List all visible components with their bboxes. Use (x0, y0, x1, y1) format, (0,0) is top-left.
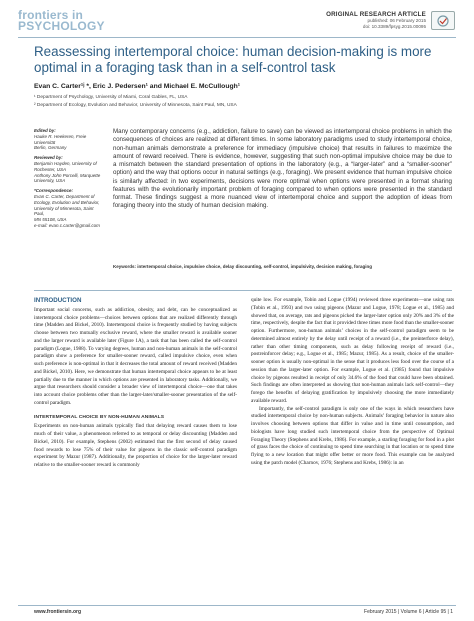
affiliation-2: ² Department of Ecology, Evolution and Behavior, University of Minnesota, Saint Paul, MN, USA (34, 103, 237, 108)
body-paragraph: Importantly, the self-control paradigm is only one of the ways in which researchers have studied intertemporal choice by non-human subjects. Animals’ foraging behavior in nature also involves choosing between options that differ in value and in time until consumption, and biologists have long studied such intertemporal choice from the perspective of Optimal Foraging Theory (Stephens and Krebs, 1986). For example, a starling foraging for food in a plot of grass faces the choice of continuing to spend time searching in that location or to spend time flying to a new location that might offer better or more food. This example can be analyzed using the patch model (Charnov, 1976; Stephens and Krebs, 1986): in an (251, 405, 454, 466)
header-rule (18, 37, 456, 38)
footer-issue-info: February 2015 | Volume 6 | Article 95 | 1 (364, 609, 453, 615)
affiliation-1: ¹ Department of Psychology, University of Miami, Coral Gables, FL, USA (34, 95, 188, 100)
abstract (113, 128, 452, 211)
reviewer-line: University, USA (34, 178, 66, 184)
abstract-text: Many contemporary concerns (e.g., addiction, failure to save) can be viewed as intertemporal choice problems in which the consequences of choices are realized at different times. In some laboratory paradigms used to study intertemporal choice, non-human animals demonstrate a preference for immediacy (impulsive choice) that results in failures to maximize the amount of reward received. There is evidence, however, suggesting that such non-optimal impulsive choice may be due to a mismatch between the standard presentation of options in the laboratory (e.g., a “larger-later” and a “smaller-sooner” option) and the way that options occur in natural settings (e.g., foraging). We present evidence that human impulsive choice is similarly affected: in two experiments, decisions were more optimal when options were presented in a format sharing features with the evolutionarily important problem of foraging compared to when options were presented in the standard format. These findings suggest a more nuanced view of intertemporal choice and support the adoption of ideas from foraging theory into the study of human decision making. (113, 128, 452, 210)
editor-line: Hauke R. Heekeren, Freie Universität (34, 133, 87, 145)
journal-logo-line1: frontiers in (18, 8, 84, 22)
correspondence-line: University of Minnesota, Saint Paul, (34, 205, 94, 217)
correspondence-line: Ecology, Evolution and Behavior, (34, 199, 100, 205)
introduction-paragraph: Important social concerns, such as addiction, obesity, and debt, can be conceptualized as intertemporal choice problems—choices between options that are realized differently through time (Madden and Bickel, 2010). Intertemporal choice is frequently studied by having subjects choose between two mutually exclusive reward, where the smaller reward is available sooner and the larger reward is available later (Figure 1A), a task that has been called the self-control paradigm (Logue, 1988). To varying degrees, human and non-human animals in the self-control paradigm show a preference for smaller-sooner reward, called impulsive choice, even when such preference is non-optimal in that it decreases the total amount of reward received (Madden and Bickel, 2010). Here, we demonstrate that human intertemporal choice appears to be at least partially due to the manner in which options are presented in laboratory tasks. Additionally, we argue that researchers should consider a broader view of intertemporal choice—one that takes into account choice problems other than the larger-later/smaller-sooner presentation of the self-control paradigm. (34, 306, 237, 406)
crossmark-icon[interactable] (431, 11, 455, 30)
article-type: ORIGINAL RESEARCH ARTICLE (326, 11, 426, 18)
section-heading-introduction: INTRODUCTION (34, 297, 82, 304)
editorial-sidebar (34, 128, 104, 233)
published-date: published: 06 February 2015 (367, 18, 426, 23)
correspondence-email[interactable]: e-mail: evan.c.carter@gmail.com (34, 222, 100, 228)
footer-site-link[interactable]: www.frontiersin.org (34, 609, 82, 615)
keywords-list: intertemporal choice, impulsive choice, delay discounting, self-control, impulsivity, decision making, foraging (137, 264, 372, 269)
authors: Evan C. Carter¹ʲ *, Eric J. Pedersen¹ and Michael E. McCullough¹ (34, 83, 241, 90)
reviewer-line: Benjamin Hayden, University of (34, 160, 97, 166)
editor-line: Berlin, Germany (34, 145, 67, 151)
correspondence-line: Evan C. Carter, Department of (34, 193, 95, 199)
reviewer-line: Rochester, USA (34, 166, 67, 172)
footer-rule (18, 605, 456, 606)
journal-logo (18, 10, 105, 32)
body-column-right (251, 297, 454, 468)
reviewer-line: Anthony John Porcelli, Marquette (34, 172, 101, 178)
article-header-meta (326, 11, 426, 30)
edited-by-label: Edited by: (34, 128, 56, 133)
correspondence-line: MN 55108, USA (34, 217, 67, 223)
reviewed-by-label: Reviewed by: (34, 155, 63, 161)
doi: doi: 10.3389/fpsyg.2015.00095 (362, 24, 426, 29)
article-title: Reassessing intertemporal choice: human decision-making is more optimal in a foraging task than in a self-control task (34, 44, 432, 75)
body-column-left (34, 297, 237, 470)
crossmark-glyph-icon (436, 15, 450, 27)
abstract-rule (34, 290, 452, 291)
correspondence-label: *Correspondence: (34, 188, 74, 194)
subsection-paragraph: Experiments on non-human animals typically find that delaying reward causes them to lose much of their value, a phenomenon referred to as temporal or delay discounting (Madden and Bickel, 2010). For example, Stephens (2002) estimated that the first second of delay caused food rewards to lose 75% of their value for pigeons in the classic self-control paradigm experiment by Mazur (1987). Additionally, the proportion of choice for the larger-later reward relative to the smaller-sooner reward is commonly (34, 423, 237, 468)
journal-logo-line2: PSYCHOLOGY (18, 19, 105, 33)
keywords-label: Keywords: (113, 264, 137, 269)
keywords (113, 264, 452, 270)
body-paragraph: quite low. For example, Tobin and Logue (1994) reviewed three experiments—one using rats (Tobin et al., 1993) and two using pigeons (Mazur and Logue, 1978; Logue et al., 1985) and showed that, on average, rats and pigeons picked the larger-later option only 20% and 3% of the time, respectively, despite the fact that it provided three times more food than the smaller-sooner option. Furthermore, non-human animals’ choices in the self-control paradigm seem to be determined almost entirely by the delay until receipt of a reward (i.e., the preinterforce delay), rather than other timing components, such as delay following receipt of reward (i.e., postreinforcer delay; e.g., Logue et al., 1985; Mazur, 1985). As a result, choice of the smaller-sooner option is usually non-optimal in the sense that it produces less food over the course of a session than the larger-later option. For example, Logue et al. (1985) found that impulsive choice by pigeons resulted in receipt of only 34.6% of the food that could have been obtained. Such findings are often interpreted as showing that non-human animals lack self-control—they forego the benefits of delaying gratification by impulsively choosing the more immediately available reward. (251, 297, 454, 404)
subsection-heading: INTERTEMPORAL CHOICE BY NON-HUMAN ANIMALS (34, 414, 165, 420)
